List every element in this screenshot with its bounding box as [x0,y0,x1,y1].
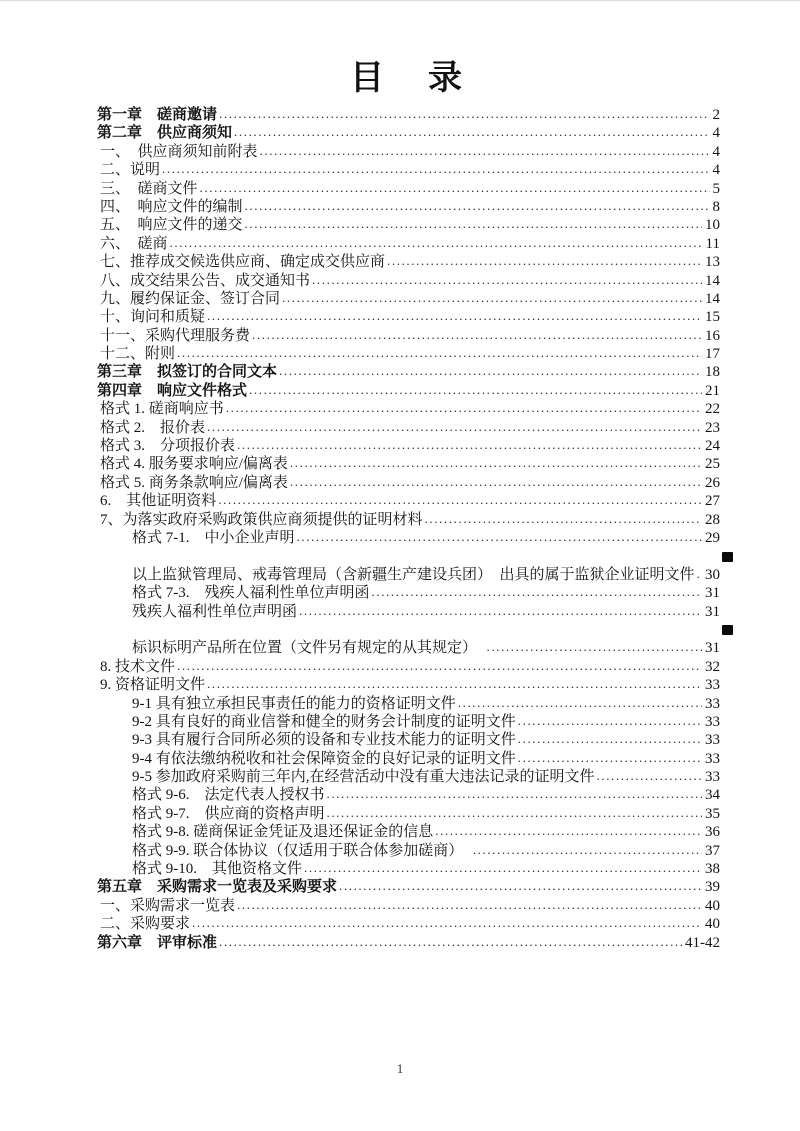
toc-entry [97,915,720,933]
toc-entry-label: 格式 9-7. 供应商的资格声明 [132,805,325,822]
toc-entry-label: 第六章 评审标准 [97,934,218,951]
toc-dots-leader [249,381,702,399]
toc-entry-page-number: 15 [705,309,720,326]
table-of-contents [97,106,720,952]
toc-dots-leader [327,785,703,803]
toc-entry-label: 第四章 响应文件格式 [97,382,248,399]
toc-entry-label: 九、履约保证金、签订合同 [100,290,281,307]
toc-entry [97,658,720,676]
toc-entry-page-number: 14 [705,272,720,289]
toc-entry-page-number: 33 [705,732,720,749]
toc-entry-page-number: 21 [705,382,720,399]
toc-entry [97,308,720,326]
toc-entry-page-number: 27 [705,493,720,510]
toc-entry-page-number: 28 [705,511,720,528]
toc-entry [97,842,720,860]
toc-entry-page-number: 31 [705,603,720,620]
toc-entry [97,382,720,400]
toc-dots-leader [372,583,703,601]
toc-entry-label: 7、为落实政府采购政策供应商须提供的证明材料 [100,511,423,528]
toc-dots-leader [297,528,703,546]
toc-entry-label: 格式 1. 磋商响应书 [100,401,224,418]
toc-entry [97,934,720,952]
toc-entry-label: 9. 资格证明文件 [100,677,206,694]
toc-entry-label: 二、说明 [100,162,161,179]
toc-entry [97,529,720,547]
toc-dots-leader [237,436,702,454]
toc-entry-page-number: 5 [712,180,720,197]
toc-entry-label: 以上监狱管理局、戒毒管理局（含新疆生产建设兵团） 出具的属于监狱企业证明文件 [132,566,695,583]
toc-entry-page-number: 29 [705,529,720,546]
toc-redacted-row [97,621,720,639]
toc-entry-label: 二、采购要求 [100,916,191,933]
toc-entry [97,768,720,786]
toc-entry [97,511,720,529]
toc-entry-page-number: 22 [705,401,720,418]
toc-entry [97,750,720,768]
toc-entry-page-number: 17 [705,346,720,363]
toc-entry-page-number: 33 [705,713,720,730]
toc-dots-leader [425,510,702,528]
toc-entry [97,878,720,896]
toc-entry-label: 第一章 磋商邀请 [97,107,218,123]
toc-entry-page-number: 34 [705,787,720,804]
toc-entry [97,106,720,124]
toc-entry-page-number: 8 [712,198,720,215]
toc-dots-leader [200,179,710,197]
toc-entry-label: 十、询问和质疑 [100,309,206,326]
toc-entry-label: 格式 9-6. 法定代表人授权书 [132,787,325,804]
toc-entry-label: 第五章 采购需求一览表及采购要求 [97,879,338,896]
toc-dots-leader [219,933,682,951]
toc-entry-label: 格式 9-10. 其他资格文件 [132,861,302,878]
toc-entry [97,676,720,694]
toc-entry-label: 9-1 具有独立承担民事责任的能力的资格证明文件 [132,695,456,712]
toc-entry-page-number: 4 [712,162,720,179]
toc-dots-leader [192,914,702,932]
toc-entry-page-number: 40 [705,916,720,933]
toc-dots-leader [327,804,703,822]
toc-entry-page-number: 10 [705,217,720,234]
toc-entry-page-number: 2 [712,107,720,123]
toc-entry-label: 8. 技术文件 [100,658,176,675]
toc-entry [97,731,720,749]
toc-entry-page-number: 40 [705,897,720,914]
toc-entry-label: 三、 磋商文件 [100,180,198,197]
toc-entry [97,161,720,179]
toc-entry [97,124,720,142]
toc-entry-label: 9-2 具有良好的商业信誉和健全的财务会计制度的证明文件 [132,713,516,730]
toc-entry-label: 十一、采购代理服务费 [100,327,251,344]
toc-dots-leader [435,822,702,840]
toc-entry-label: 格式 9-8. 磋商保证金凭证及退还保证金的信息 [132,824,434,841]
toc-dots-leader [234,123,709,141]
toc-entry-label: 格式 3. 分项报价表 [100,438,236,455]
toc-dots-leader [312,271,702,289]
toc-redacted-row [97,547,720,565]
toc-dots-leader [170,234,703,252]
toc-dots-leader [207,675,702,693]
toc-entry-page-number: 26 [705,474,720,491]
toc-entry-label: 四、 响应文件的编制 [100,198,243,215]
toc-dots-leader [518,712,702,730]
toc-entry [97,823,720,841]
toc-dots-leader [177,344,702,362]
toc-entry [97,345,720,363]
toc-entry [97,492,720,510]
toc-dots-leader [282,289,702,307]
toc-dots-leader [279,362,702,380]
toc-entry-page-number: 11 [705,235,720,252]
toc-entry [97,180,720,198]
toc-entry-page-number: 31 [705,585,720,602]
toc-dots-leader [697,565,702,583]
toc-entry-page-number: 39 [705,879,720,896]
toc-entry-page-number: 25 [705,456,720,473]
toc-dots-leader [473,841,702,859]
footer-page-number: 1 [396,1061,404,1076]
toc-dots-leader [299,602,702,620]
toc-entry-page-number: 16 [705,327,720,344]
toc-entry [97,584,720,602]
toc-entry-page-number: 24 [705,438,720,455]
toc-dots-leader [387,252,702,270]
toc-dots-leader [518,749,702,767]
redaction-mark-icon [722,552,733,562]
page-title: 目 录 [350,60,467,97]
toc-entry-label: 一、 供应商须知前附表 [100,143,258,160]
toc-entry [97,639,720,657]
toc-dots-leader [237,896,702,914]
toc-entry-label: 格式 2. 报价表 [100,419,206,436]
toc-entry [97,713,720,731]
toc-entry [97,805,720,823]
toc-entry-page-number: 37 [705,842,720,859]
toc-entry-label: 第二章 供应商须知 [97,125,233,142]
toc-entry [97,327,720,345]
toc-entry-label: 6. 其他证明资料 [100,493,217,510]
toc-entry-page-number: 35 [705,805,720,822]
toc-dots-leader [487,638,702,656]
toc-entry [97,566,720,584]
toc-dots-leader [290,454,702,472]
toc-dots-leader [290,473,702,491]
toc-dots-leader [597,767,703,785]
toc-entry-page-number: 23 [705,419,720,436]
toc-entry-page-number: 14 [705,290,720,307]
toc-entry [97,455,720,473]
toc-entry-page-number: 38 [705,861,720,878]
toc-entry [97,695,720,713]
toc-entry-label: 标识标明产品所在位置（文件另有规定的从其规定） [132,640,485,657]
toc-entry-page-number: 30 [705,566,720,583]
redaction-mark-icon [722,625,733,635]
toc-entry-label: 9-5 参加政府采购前三年内,在经营活动中没有重大违法记录的证明文件 [132,769,595,786]
toc-dots-leader [219,105,709,123]
toc-entry-page-number: 41-42 [685,934,720,951]
toc-entry-label: 格式 5. 商务条款响应/偏离表 [100,474,288,491]
toc-dots-leader [207,418,702,436]
toc-dots-leader [260,142,710,160]
toc-entry [97,198,720,216]
toc-entry-page-number: 13 [705,254,720,271]
toc-entry [97,235,720,253]
toc-dots-leader [518,730,702,748]
toc-entry-page-number: 33 [705,750,720,767]
toc-entry [97,437,720,455]
toc-entry-label: 格式 7-3. 残疾人福利性单位声明函 [132,585,370,602]
toc-entry-label: 第三章 拟签订的合同文本 [97,364,278,381]
toc-entry-label: 格式 4. 服务要求响应/偏离表 [100,456,288,473]
toc-dots-leader [458,694,702,712]
toc-entry [97,860,720,878]
toc-entry-page-number: 32 [705,658,720,675]
toc-entry [97,143,720,161]
toc-entry [97,603,720,621]
toc-dots-leader [162,160,709,178]
toc-entry [97,290,720,308]
toc-entry-label: 十二、附则 [100,346,176,363]
toc-entry [97,363,720,381]
toc-entry-page-number: 4 [712,125,720,142]
toc-entry [97,786,720,804]
toc-entry [97,216,720,234]
toc-entry [97,272,720,290]
toc-entry-label: 残疾人福利性单位声明函 [132,603,298,620]
toc-entry-label: 八、成交结果公告、成交通知书 [100,272,311,289]
toc-entry [97,419,720,437]
toc-entry-label: 六、 磋商 [100,235,168,252]
toc-dots-leader [226,399,702,417]
toc-entry [97,897,720,915]
toc-dots-leader [304,859,702,877]
toc-entry [97,474,720,492]
toc-dots-leader [339,877,702,895]
toc-dots-leader [207,307,702,325]
toc-dots-leader [252,326,702,344]
toc-entry-label: 9-3 具有履行合同所必须的设备和专业技术能力的证明文件 [132,732,516,749]
toc-entry-label: 七、推荐成交候选供应商、确定成交供应商 [100,254,386,271]
toc-entry-label: 五、 响应文件的递交 [100,217,243,234]
toc-dots-leader [245,197,710,215]
toc-dots-leader [245,215,702,233]
toc-entry-page-number: 33 [705,769,720,786]
toc-entry [97,400,720,418]
toc-entry-label: 9-4 有依法缴纳税收和社会保障资金的良好记录的证明文件 [132,750,516,767]
toc-entry-page-number: 33 [705,677,720,694]
toc-dots-leader [177,657,702,675]
toc-entry-page-number: 18 [705,364,720,381]
toc-entry-label: 一、采购需求一览表 [100,897,236,914]
toc-entry-page-number: 4 [712,143,720,160]
toc-entry-label: 格式 9-9. 联合体协议（仅适用于联合体参加磋商） [132,842,471,859]
toc-entry-page-number: 36 [705,824,720,841]
toc-dots-leader [218,491,702,509]
toc-entry-label: 格式 7-1. 中小企业声明 [132,529,295,546]
toc-entry [97,253,720,271]
toc-entry-page-number: 33 [705,695,720,712]
toc-entry-page-number: 31 [705,640,720,657]
